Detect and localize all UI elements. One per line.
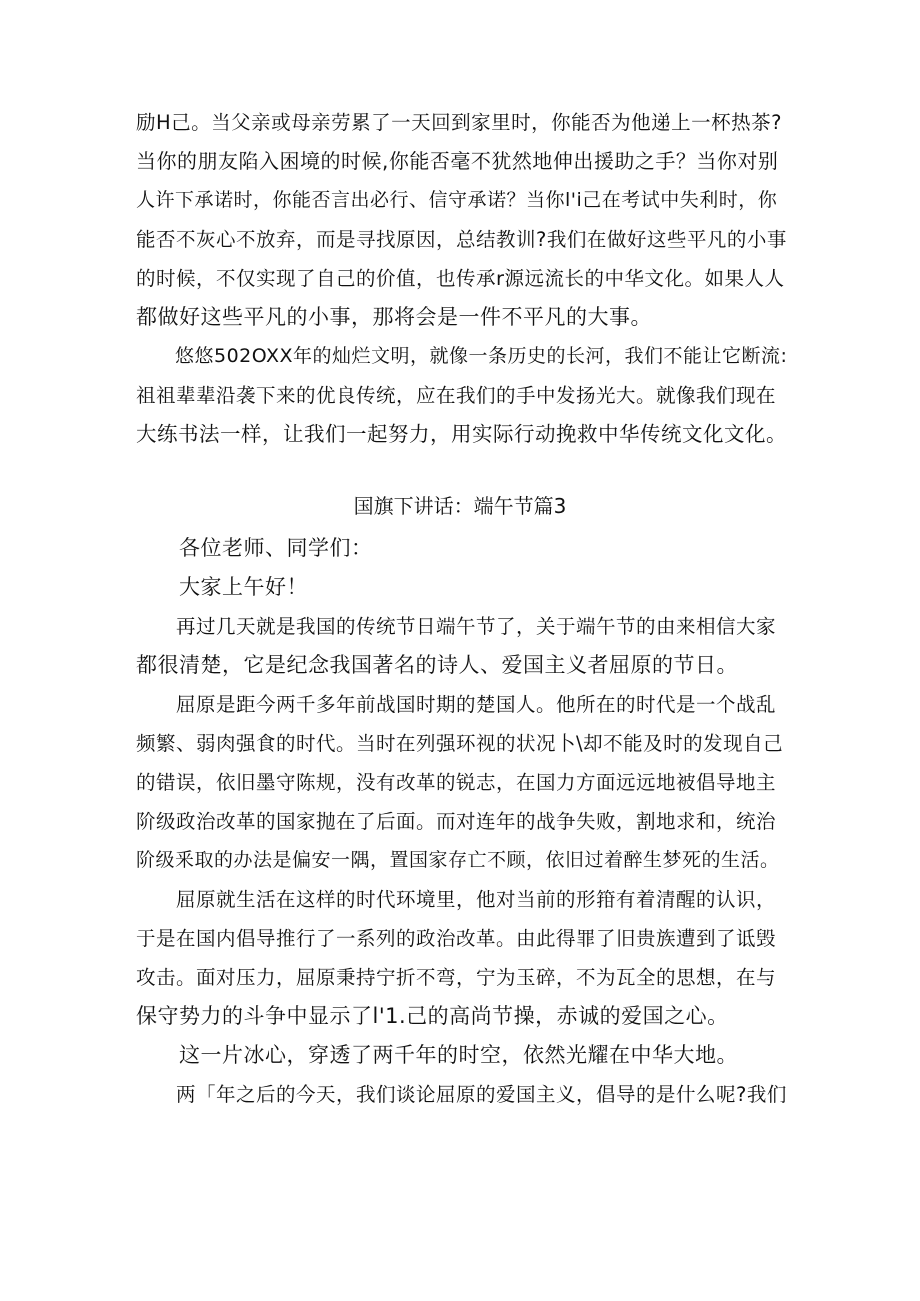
text-line: 频繁、弱肉强食的时代。当时在列强环视的状况卜\却不能及时的发现自己 <box>136 732 784 755</box>
paragraph <box>136 1036 791 1075</box>
text-line: 的错误，依旧墨守陈规，没有改革的锐志，在国力方面远远地被倡导地主 <box>136 771 777 794</box>
body-text-bottom <box>136 529 791 1114</box>
text-line: 两「年之后的今天，我们谈论屈原的爱国主义，倡导的是什么呢?我们 <box>136 1083 787 1106</box>
text-line: 人许下承诺时，你能否言出必行、信守承诺？当你l'i己在考试中失利时，你 <box>136 189 778 211</box>
paragraph <box>136 337 791 454</box>
text-line: 悠悠502OXX年的灿烂文明，就像一条历史的长河，我们不能让它断流: <box>136 345 788 367</box>
paragraph <box>136 685 791 880</box>
text-line: 励H己。当父亲或母亲劳累了一天回到家里时，你能否为他递上一杯热茶? <box>136 111 783 134</box>
text-line: 阶级政治改革的国家抛在了后面。而对连年的战争失败，割地求和，统治 <box>136 810 777 833</box>
paragraph <box>136 103 791 337</box>
text-line: 保守势力的斗争中显示了l'1.己的高尚节操，赤诚的爱国之心。 <box>136 1004 729 1028</box>
text-line: 再过几天就是我国的传统节日端午节了，关于端午节的由来相信大家 <box>136 615 777 638</box>
text-line: 这一片冰心，穿透了两千年的时空，依然光耀在中华大地。 <box>136 1043 738 1067</box>
text-line: 大家上午好！ <box>136 575 308 599</box>
body-text-top <box>136 103 791 454</box>
text-line: 的时候，不仅实现了自己的价值，也传承r源远流长的中华文化。如果人人 <box>136 267 785 290</box>
paragraph <box>136 568 791 607</box>
paragraph <box>136 607 791 685</box>
text-line: 于是在国内倡导推行了一系列的政治改革。由此得罪了旧贵族遭到了诋毁 <box>136 927 777 950</box>
text-line: 阶级釆取的办法是偏安一隅，置国家存亡不顾，依旧过着醉生梦死的生活。 <box>136 849 780 871</box>
paragraph <box>136 1075 791 1114</box>
text-line: 都很清楚，它是纪念我国著名的诗人、爱国主义者屈原的节日。 <box>136 653 738 677</box>
text-line: 大练书法一样，让我们一起努力，用实际行动挽救中华传统文化文化。 <box>136 422 787 446</box>
paragraph <box>136 529 791 568</box>
text-line: 当你的朋友陷入困境的时候,你能否毫不犹然地伸出援助之手？当你对别 <box>136 149 779 173</box>
text-line: 屈原就生活在这样的时代环境里，他对当前的形箝有着清醒的认识， <box>136 888 777 911</box>
paragraph <box>136 880 791 1036</box>
text-line: 各位老师、同学们： <box>136 536 373 560</box>
text-line: 祖祖辈辈沿袭下来的优良传统，应在我们的手中发扬光大。就像我们现在 <box>136 384 777 407</box>
text-line: 屈原是距今两千多年前战国时期的楚国人。他所在的时代是一个战乱 <box>136 693 777 716</box>
text-line: 攻击。面对压力，屈原秉持宁折不弯，宁为玉碎，不为瓦全的思想，在与 <box>136 966 777 989</box>
section-heading: 国旗下讲话：端午节篇3 <box>353 494 567 518</box>
text-line: 能否不灰心不放弃，而是寻找原因，总结教训?我们在做好这些平凡的小事 <box>136 228 787 251</box>
text-line: 都做好这些平凡的小事，那将会是一件不平凡的大事。 <box>136 305 652 329</box>
